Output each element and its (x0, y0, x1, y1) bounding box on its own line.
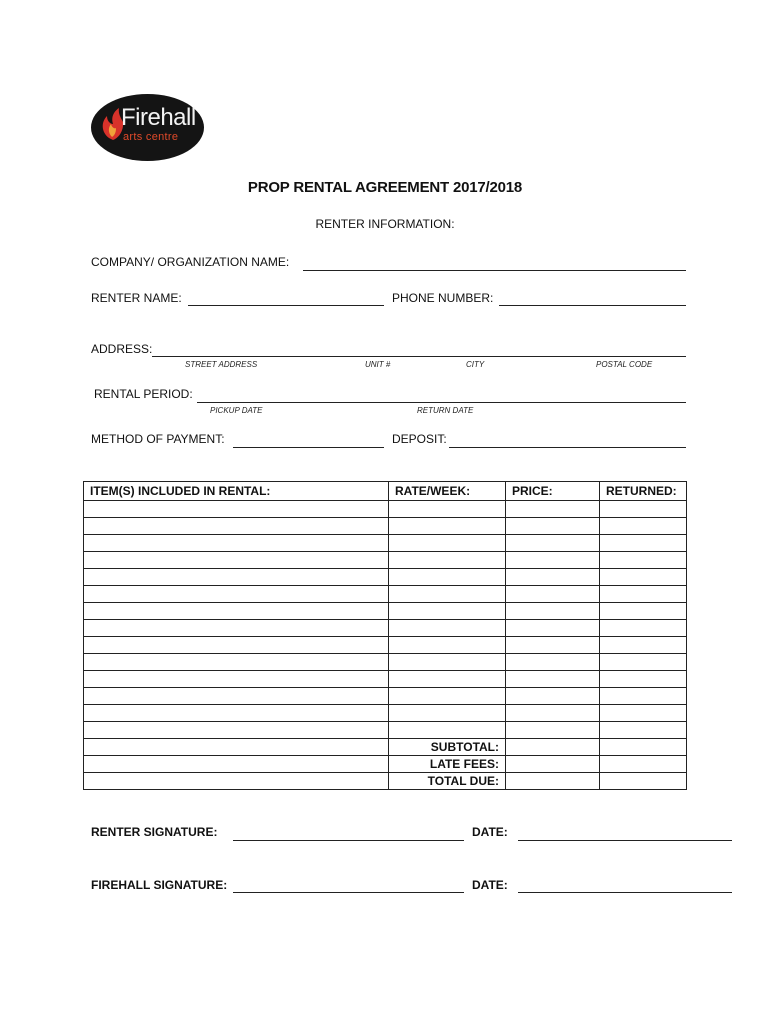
table-row (84, 535, 687, 552)
phone-field[interactable] (499, 305, 686, 306)
renter-name-field[interactable] (188, 305, 384, 306)
price-cell[interactable] (506, 518, 600, 535)
item-cell[interactable] (84, 654, 389, 671)
company-field[interactable] (303, 270, 686, 271)
rate-cell[interactable] (389, 637, 506, 654)
logo-wordmark: Firehall (121, 104, 196, 131)
rate-cell[interactable] (389, 654, 506, 671)
price-cell[interactable] (506, 569, 600, 586)
returned-cell[interactable] (600, 569, 687, 586)
price-cell[interactable] (506, 552, 600, 569)
item-cell[interactable] (84, 569, 389, 586)
table-header-row (84, 482, 687, 501)
street-address-hint: STREET ADDRESS (185, 360, 258, 369)
address-label: ADDRESS: (91, 342, 153, 356)
item-cell[interactable] (84, 603, 389, 620)
table-row (84, 569, 687, 586)
late-fees-returned-cell[interactable] (600, 756, 687, 773)
rate-cell[interactable] (389, 722, 506, 739)
rate-cell[interactable] (389, 671, 506, 688)
renter-signature-label: RENTER SIGNATURE: (91, 825, 218, 839)
returned-cell[interactable] (600, 722, 687, 739)
phone-label: PHONE NUMBER: (392, 291, 494, 305)
table-row (84, 552, 687, 569)
table-row (84, 637, 687, 654)
rate-cell[interactable] (389, 501, 506, 518)
subtotal-label: SUBTOTAL: (389, 739, 506, 756)
returned-cell[interactable] (600, 586, 687, 603)
rental-period-field[interactable] (197, 402, 686, 403)
late-fees-cell[interactable] (506, 756, 600, 773)
late-fees-label: LATE FEES: (389, 756, 506, 773)
rental-items-table (83, 481, 687, 790)
table-row (84, 603, 687, 620)
item-cell[interactable] (84, 535, 389, 552)
item-cell[interactable] (84, 722, 389, 739)
rate-cell[interactable] (389, 603, 506, 620)
renter-signature-field[interactable] (233, 840, 464, 841)
summary-spacer (84, 739, 389, 756)
rate-cell[interactable] (389, 518, 506, 535)
total-due-row (84, 773, 687, 790)
postal-code-hint: POSTAL CODE (596, 360, 653, 369)
item-cell[interactable] (84, 501, 389, 518)
rate-cell[interactable] (389, 569, 506, 586)
table-row (84, 722, 687, 739)
returned-cell[interactable] (600, 637, 687, 654)
table-row (84, 654, 687, 671)
rate-cell[interactable] (389, 620, 506, 637)
table-row (84, 671, 687, 688)
returned-cell[interactable] (600, 603, 687, 620)
page-title: PROP RENTAL AGREEMENT 2017/2018 (247, 179, 523, 196)
rate-cell[interactable] (389, 586, 506, 603)
price-cell[interactable] (506, 586, 600, 603)
payment-method-field[interactable] (233, 447, 384, 448)
price-cell[interactable] (506, 501, 600, 518)
item-cell[interactable] (84, 688, 389, 705)
rate-cell[interactable] (389, 705, 506, 722)
returned-column-header: RETURNED: (600, 482, 687, 501)
table-row (84, 688, 687, 705)
price-cell[interactable] (506, 535, 600, 552)
firehall-date-field[interactable] (518, 892, 732, 893)
item-cell[interactable] (84, 552, 389, 569)
returned-cell[interactable] (600, 705, 687, 722)
price-cell[interactable] (506, 705, 600, 722)
total-due-cell[interactable] (506, 773, 600, 790)
firehall-signature-label: FIREHALL SIGNATURE: (91, 878, 228, 892)
pickup-date-hint: PICKUP DATE (210, 406, 263, 415)
table-row (84, 705, 687, 722)
unit-hint: UNIT # (365, 360, 391, 369)
rate-column-header: RATE/WEEK: (389, 482, 506, 501)
firehall-signature-field[interactable] (233, 892, 464, 893)
price-cell[interactable] (506, 722, 600, 739)
renter-date-label: DATE: (472, 825, 508, 839)
returned-cell[interactable] (600, 552, 687, 569)
returned-cell[interactable] (600, 620, 687, 637)
price-column-header: PRICE: (506, 482, 600, 501)
address-field[interactable] (152, 356, 686, 357)
rate-cell[interactable] (389, 552, 506, 569)
item-cell[interactable] (84, 671, 389, 688)
price-cell[interactable] (506, 603, 600, 620)
returned-cell[interactable] (600, 654, 687, 671)
renter-date-field[interactable] (518, 840, 732, 841)
item-cell[interactable] (84, 705, 389, 722)
table-row (84, 586, 687, 603)
price-cell[interactable] (506, 671, 600, 688)
item-cell[interactable] (84, 586, 389, 603)
total-due-returned-cell[interactable] (600, 773, 687, 790)
summary-spacer (84, 773, 389, 790)
subtotal-returned-cell[interactable] (600, 739, 687, 756)
rental-period-label: RENTAL PERIOD: (94, 387, 193, 401)
renter-name-label: RENTER NAME: (91, 291, 182, 305)
returned-cell[interactable] (600, 535, 687, 552)
returned-cell[interactable] (600, 501, 687, 518)
returned-cell[interactable] (600, 688, 687, 705)
price-cell[interactable] (506, 688, 600, 705)
company-label: COMPANY/ ORGANIZATION NAME: (91, 255, 290, 269)
returned-cell[interactable] (600, 518, 687, 535)
item-cell[interactable] (84, 620, 389, 637)
deposit-field[interactable] (449, 447, 686, 448)
items-column-header: ITEM(S) INCLUDED IN RENTAL: (84, 482, 389, 501)
city-hint: CITY (466, 360, 485, 369)
total-due-label: TOTAL DUE: (389, 773, 506, 790)
item-cell[interactable] (84, 637, 389, 654)
return-date-hint: RETURN DATE (417, 406, 474, 415)
firehall-date-label: DATE: (472, 878, 508, 892)
table-row (84, 518, 687, 535)
table-row (84, 620, 687, 637)
rate-cell[interactable] (389, 535, 506, 552)
table-row (84, 501, 687, 518)
price-cell[interactable] (506, 620, 600, 637)
subtotal-cell[interactable] (506, 739, 600, 756)
price-cell[interactable] (506, 654, 600, 671)
item-cell[interactable] (84, 518, 389, 535)
returned-cell[interactable] (600, 671, 687, 688)
section-subtitle: RENTER INFORMATION: (315, 217, 455, 231)
rate-cell[interactable] (389, 688, 506, 705)
logo-subtitle: arts centre (123, 131, 179, 143)
summary-spacer (84, 756, 389, 773)
firehall-logo (91, 94, 204, 161)
payment-method-label: METHOD OF PAYMENT: (91, 432, 225, 446)
deposit-label: DEPOSIT: (392, 432, 447, 446)
subtotal-row (84, 739, 687, 756)
price-cell[interactable] (506, 637, 600, 654)
late-fees-row (84, 756, 687, 773)
